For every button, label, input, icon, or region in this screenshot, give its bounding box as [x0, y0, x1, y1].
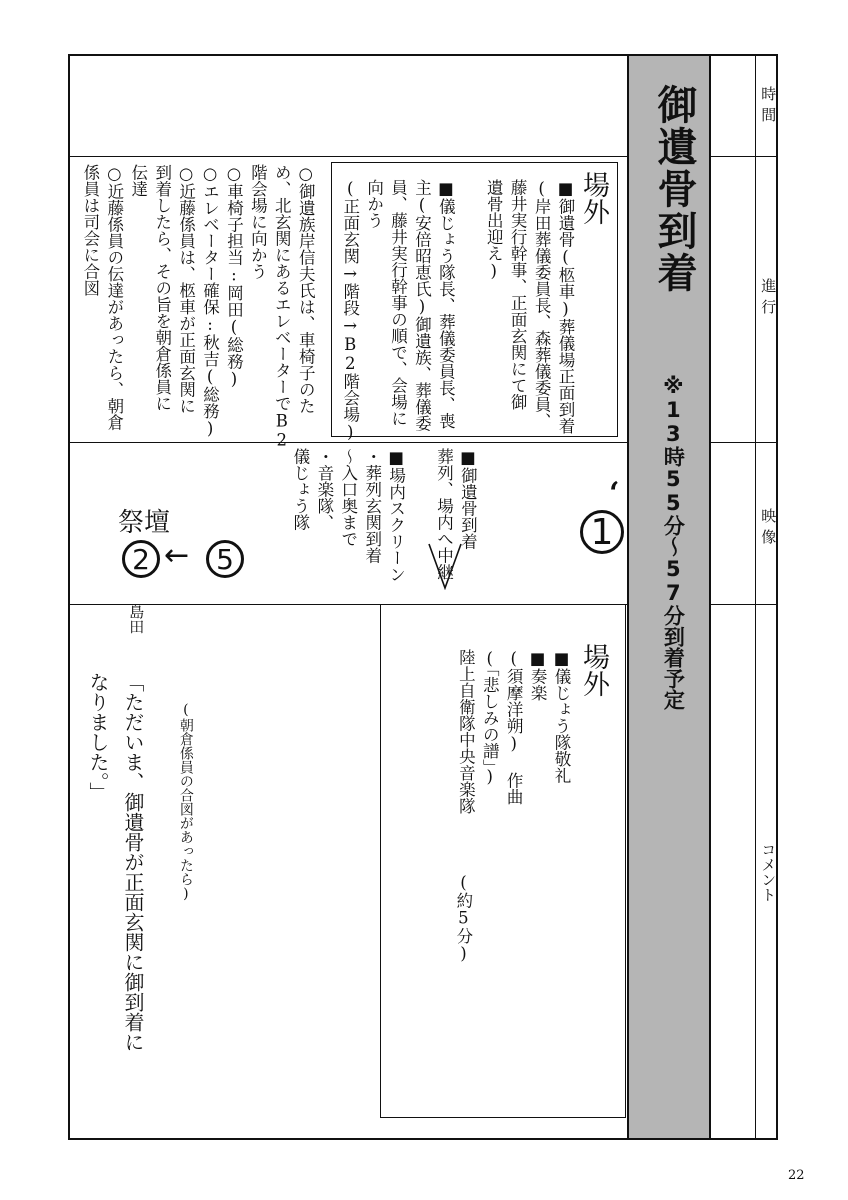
wide-angle-marker-icon — [427, 542, 463, 590]
script-page-frame — [68, 54, 778, 1140]
arrival-schedule: ※13時55分〜57分到着予定 — [661, 374, 686, 710]
title-column — [627, 56, 711, 1138]
speech-cue: (朝倉係員の合図があったら) — [177, 702, 194, 902]
label-divider-time — [711, 156, 776, 157]
label-progress: 進行 — [759, 278, 778, 320]
cut-number-2 — [122, 540, 160, 578]
arrow-left-icon: ← — [164, 538, 190, 573]
cut-number-1-mark: ‘ — [609, 476, 620, 511]
cut-number-1-label: 1 — [590, 511, 614, 553]
cut-number-5 — [206, 540, 244, 578]
speech-line: 「ただいま、御遺骨が正面玄関に御到着に なりました。」 — [86, 672, 145, 1052]
row-divider-time — [70, 156, 627, 157]
comment-box-heading: 場外 — [578, 643, 609, 697]
page-number: 22 — [788, 1168, 805, 1183]
comment-box — [380, 604, 626, 1118]
video-screen-note: ■御遺骨到着 葬列、場内へ中継 ■場内スクリーン ・葬列玄関到着 〜入口奥まで ・音楽隊、 儀じょう隊 — [290, 448, 478, 583]
progress-box-heading: 場外 — [578, 171, 609, 225]
label-column-divider — [755, 56, 756, 1138]
progress-box-text: ■御遺骨(柩車)葬儀場正面到着 (岸田葬儀委員長、森葬儀委員、 藤井実行幹事、正面玄関にて御 遺骨出迎え) ■儀じょう隊長、葬儀委員長、喪 主(安倍昭恵氏)御遺族、葬儀委 員、藤井実行幹事の順で、会場に 向かう (正面玄関→階段→B2階会場) — [340, 179, 575, 442]
label-divider-progress — [711, 442, 776, 443]
label-video: 映像 — [759, 508, 778, 550]
label-time: 時間 — [759, 86, 778, 128]
cut-number-5-label: 5 — [216, 542, 234, 576]
page-title: 御遺骨到着 — [651, 84, 697, 294]
progress-notes: ○御遺族岸信夫氏は、車椅子のた め、北玄関にあるエレベーターでB2 階会場に向かう ○車椅子担当:岡田(総務) ○エレベーター確保:秋吉(総務) ○近藤係員は、柩車が正面玄関に 到着したら、その旨を朝倉係員に 伝達 ○近藤係員の伝達があったら、朝倉 係員は司会に合図 — [80, 164, 316, 450]
comment-box-duration: (約5分) — [453, 873, 473, 963]
label-divider-video — [711, 604, 776, 605]
speaker-name: 島田 — [127, 604, 146, 634]
cut-number-1 — [580, 510, 624, 554]
progress-box — [331, 162, 618, 442]
altar-label: 祭壇 — [118, 508, 171, 538]
comment-box-text: ■儀じょう隊敬礼 ■奏楽 (須摩洋朔) 作曲 (「悲しみの譜」) 陸上自衛隊中央音楽隊 — [456, 649, 571, 814]
label-comment: コメント — [759, 842, 778, 902]
cut-number-2-label: 2 — [132, 542, 150, 576]
